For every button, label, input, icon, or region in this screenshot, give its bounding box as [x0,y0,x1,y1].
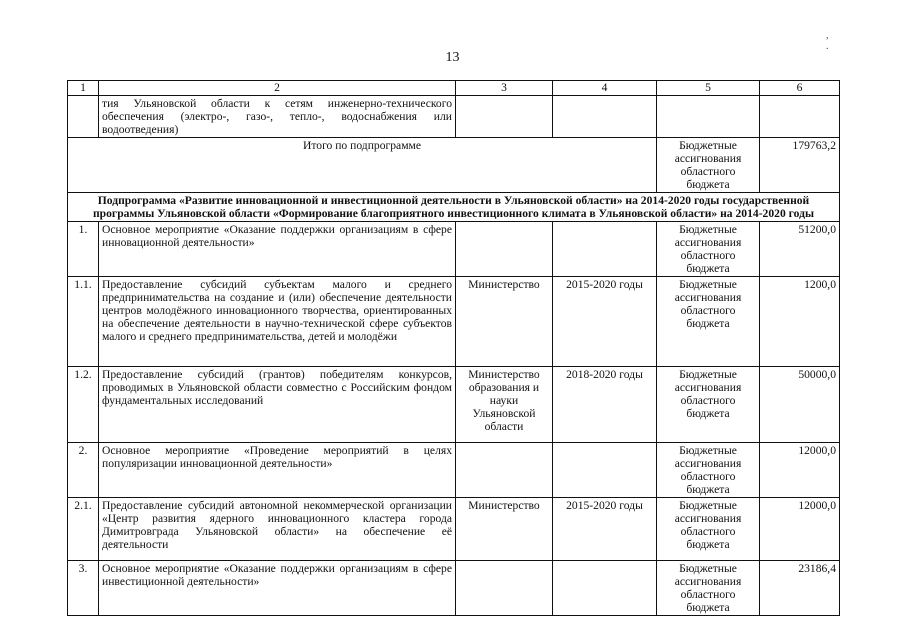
cell-funding: Бюджетные ассигнования областного бюджета [657,443,760,498]
table-row [68,222,840,277]
table-body [68,222,840,616]
budget-table [67,80,840,616]
cell-num: 2. [68,443,99,498]
cell-executor [456,561,553,616]
table-row [68,367,840,443]
cell-num: 1.1. [68,277,99,367]
header-cell: 2 [99,81,456,96]
cell-description: Предоставление субсидий автономной некоммерческой организации «Центр развития ядерного инновационного кластера города Димитровграда Ульяновской области» на обеспечение её деятельности [99,498,456,561]
subtotal-label: Итого по подпрограмме [68,138,657,193]
cell-amount: 51200,0 [760,222,840,277]
cell-executor [456,222,553,277]
header-cell: 4 [553,81,657,96]
cell-funding: Бюджетные ассигнования областного бюджета [657,561,760,616]
cell-executor: Министерство образования и науки Ульяновской области [456,367,553,443]
cell-num: 3. [68,561,99,616]
table-row [68,277,840,367]
corner-marks: , . [826,30,859,52]
header-cell: 1 [68,81,99,96]
cell-description: Основное мероприятие «Проведение мероприятий в целях популяризации инновационной деятельности» [99,443,456,498]
cell-executor: Министерство [456,498,553,561]
continuation-row [68,96,840,138]
cell-period [553,561,657,616]
cell-period [553,222,657,277]
table-row [68,561,840,616]
cell-description: Основное мероприятие «Оказание поддержки организациям в сфере инновационной деятельности» [99,222,456,277]
cell-num: 2.1. [68,498,99,561]
cell-executor [456,96,553,138]
table-row [68,443,840,498]
cell-num: 1. [68,222,99,277]
header-row [68,81,840,96]
cell-executor [456,443,553,498]
cell-period: 2015-2020 годы [553,277,657,367]
cell-num [68,96,99,138]
cell-funding: Бюджетные ассигнования областного бюджета [657,498,760,561]
cell-amount: 179763,2 [760,138,840,193]
cell-period [553,96,657,138]
cell-funding: Бюджетные ассигнования областного бюджета [657,222,760,277]
header-cell: 5 [657,81,760,96]
cell-amount [760,96,840,138]
cell-period: 2015-2020 годы [553,498,657,561]
cell-period: 2018-2020 годы [553,367,657,443]
cell-period [553,443,657,498]
cell-executor: Министерство [456,277,553,367]
cell-funding: Бюджетные ассигнования областного бюджета [657,138,760,193]
cell-description: тия Ульяновской области к сетям инженерно-технического обеспечения (электро-, газо-, тепло-, водоснабжения или водоотведения) [99,96,456,138]
subprogram-title: Подпрограмма «Развитие инновационной и инвестиционной деятельности в Ульяновской области» на 2014-2020 годы государственной программы Ульяновской области «Формирование благоприятного инвестиционного климата в Ульяновской области» на 2014-2020 годы [68,193,840,222]
table-row [68,498,840,561]
subprogram-row [68,193,840,222]
cell-amount: 12000,0 [760,498,840,561]
page-number: 13 [445,50,460,65]
cell-funding [657,96,760,138]
cell-funding: Бюджетные ассигнования областного бюджета [657,367,760,443]
cell-description: Предоставление субсидий субъектам малого и среднего предпринимательства на создание и (или) обеспечение деятельности центров молодёжного инновационного творчества, ориентированных на обеспечение деятельности в научно-технической сфере субъектов малого и среднего предпринимательства, детей и молодёжи [99,277,456,367]
cell-funding: Бюджетные ассигнования областного бюджета [657,277,760,367]
cell-num: 1.2. [68,367,99,443]
cell-amount: 1200,0 [760,277,840,367]
header-cell: 6 [760,81,840,96]
header-cell: 3 [456,81,553,96]
cell-description: Предоставление субсидий (грантов) победителям конкурсов, проводимых в Ульяновской области совместно с Российским фондом фундаментальных исследований [99,367,456,443]
cell-amount: 12000,0 [760,443,840,498]
cell-amount: 23186,4 [760,561,840,616]
cell-amount: 50000,0 [760,367,840,443]
subtotal-row [68,138,840,193]
cell-description: Основное мероприятие «Оказание поддержки организациям в сфере инвестиционной деятельности» [99,561,456,616]
